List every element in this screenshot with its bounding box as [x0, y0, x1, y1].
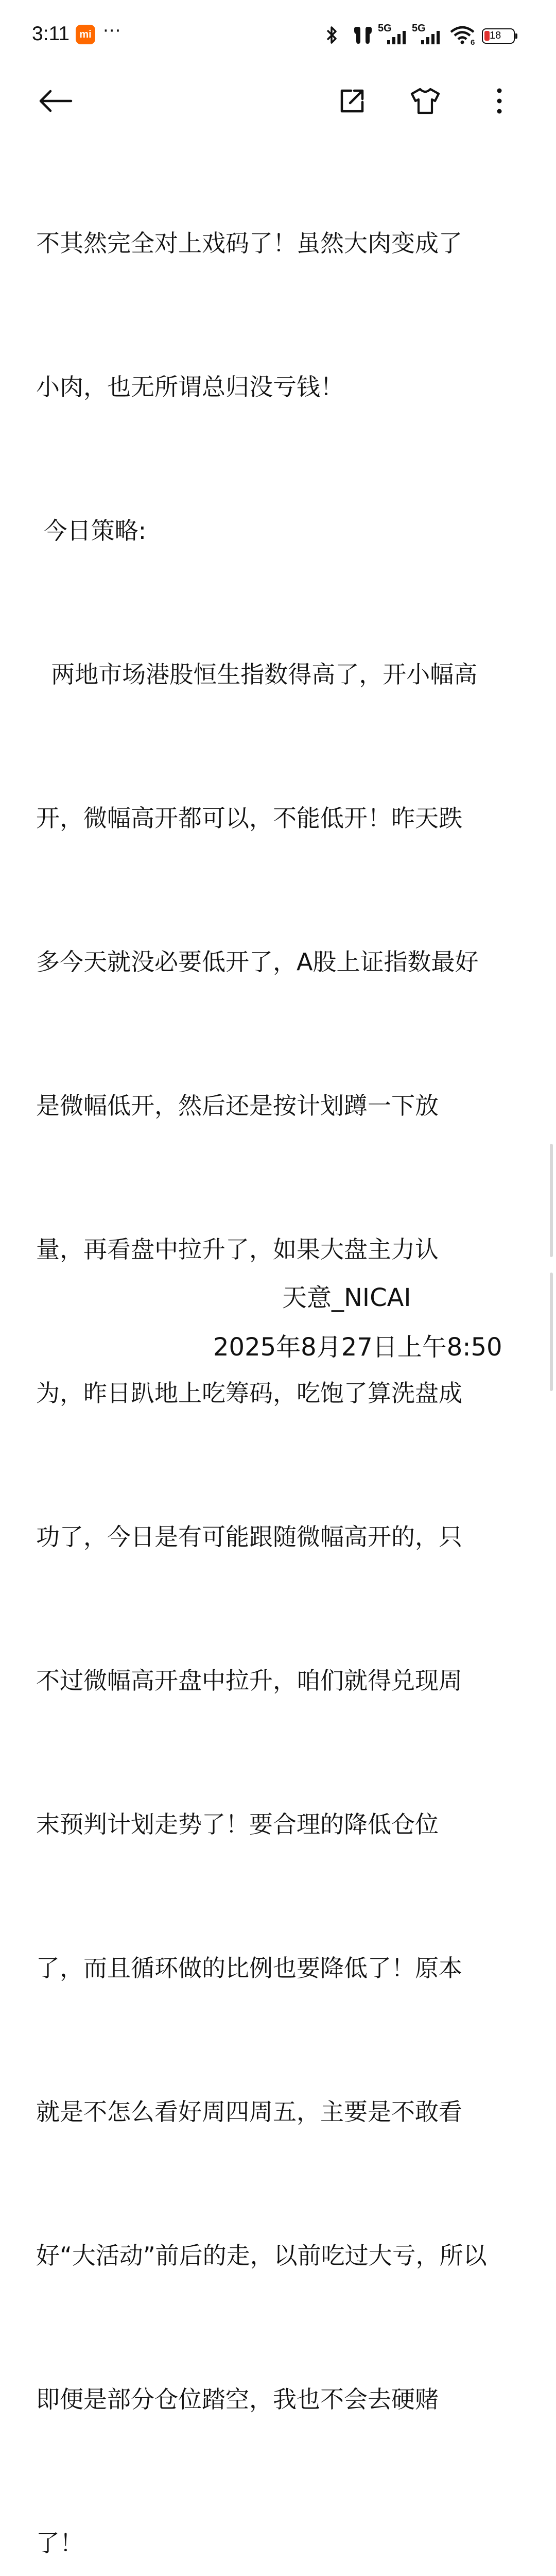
top-toolbar [0, 72, 556, 124]
battery-level [484, 31, 490, 41]
article-line: 了，而且循环做的比例也要降低了！原本 [36, 1954, 462, 1982]
more-options-button[interactable] [481, 82, 518, 120]
author-signature: 天意_NICAI [282, 1283, 411, 1312]
post-date: 2025年8月27日上午8:50 [213, 1333, 502, 1362]
back-button[interactable] [37, 82, 74, 120]
article-line: 了！ [36, 2529, 83, 2557]
article-line: 开，微幅高开都可以，不能低开！昨天跌 [36, 804, 462, 832]
battery-tip [515, 33, 517, 39]
article-line: 两地市场港股恒生指数得高了，开小幅高 [36, 660, 478, 688]
more-notifications-icon: ··· [103, 21, 121, 41]
status-bar [0, 0, 556, 72]
article-line: 是微幅低开，然后还是按计划蹲一下放 [36, 1092, 439, 1120]
bluetooth-icon [324, 25, 340, 45]
article-line: 好“大活动”前后的走，以前吃过大亏，所以 [36, 2242, 487, 2269]
article-line: 不其然完全对上戏码了！虽然大肉变成了 [36, 229, 462, 257]
mi-app-icon: mi [76, 25, 95, 44]
theme-button[interactable] [407, 82, 444, 120]
signal-icon [387, 30, 411, 44]
battery-percent: 18 [490, 30, 501, 41]
scrollbar-thumb-lower[interactable] [550, 1273, 553, 1391]
article-line: 不过微幅高开盘中拉升，咱们就得兑现周 [36, 1667, 462, 1694]
article-line: 末预判计划走势了！要合理的降低仓位 [36, 1810, 439, 1838]
network-type-label-2: 5G [412, 23, 426, 34]
share-button[interactable] [334, 82, 371, 120]
share-icon [338, 87, 367, 115]
status-time: 3:11 [32, 23, 70, 45]
battery-icon [482, 28, 515, 44]
article-line: 即便是部分仓位踏空，我也不会去硬赌 [36, 2385, 439, 2413]
scrollbar-thumb[interactable] [550, 1144, 553, 1257]
earbuds-icon [352, 26, 374, 45]
article-line: 小肉，也无所谓总归没亏钱！ [36, 373, 344, 401]
article-line: 今日策略: [36, 517, 147, 545]
theme-shirt-icon [409, 87, 441, 115]
network-type-label: 5G [378, 23, 392, 34]
scrollbar[interactable] [549, 1144, 553, 1391]
article-line: 就是不怎么看好周四周五，主要是不敢看 [36, 2098, 462, 2126]
more-vertical-icon [494, 87, 505, 115]
wifi-badge: 6 [471, 38, 475, 47]
article-line: 功了，今日是有可能跟随微幅高开的，只 [36, 1523, 462, 1551]
article-line: 多今天就没必要低开了，A股上证指数最好 [36, 948, 479, 976]
article-line: 量，再看盘中拉升了，如果大盘主力认 [36, 1235, 439, 1263]
signal-icon-2 [421, 30, 445, 44]
back-arrow-icon [38, 89, 73, 113]
article-line: 为，昨日趴地上吃筹码，吃饱了算洗盘成 [36, 1379, 462, 1407]
